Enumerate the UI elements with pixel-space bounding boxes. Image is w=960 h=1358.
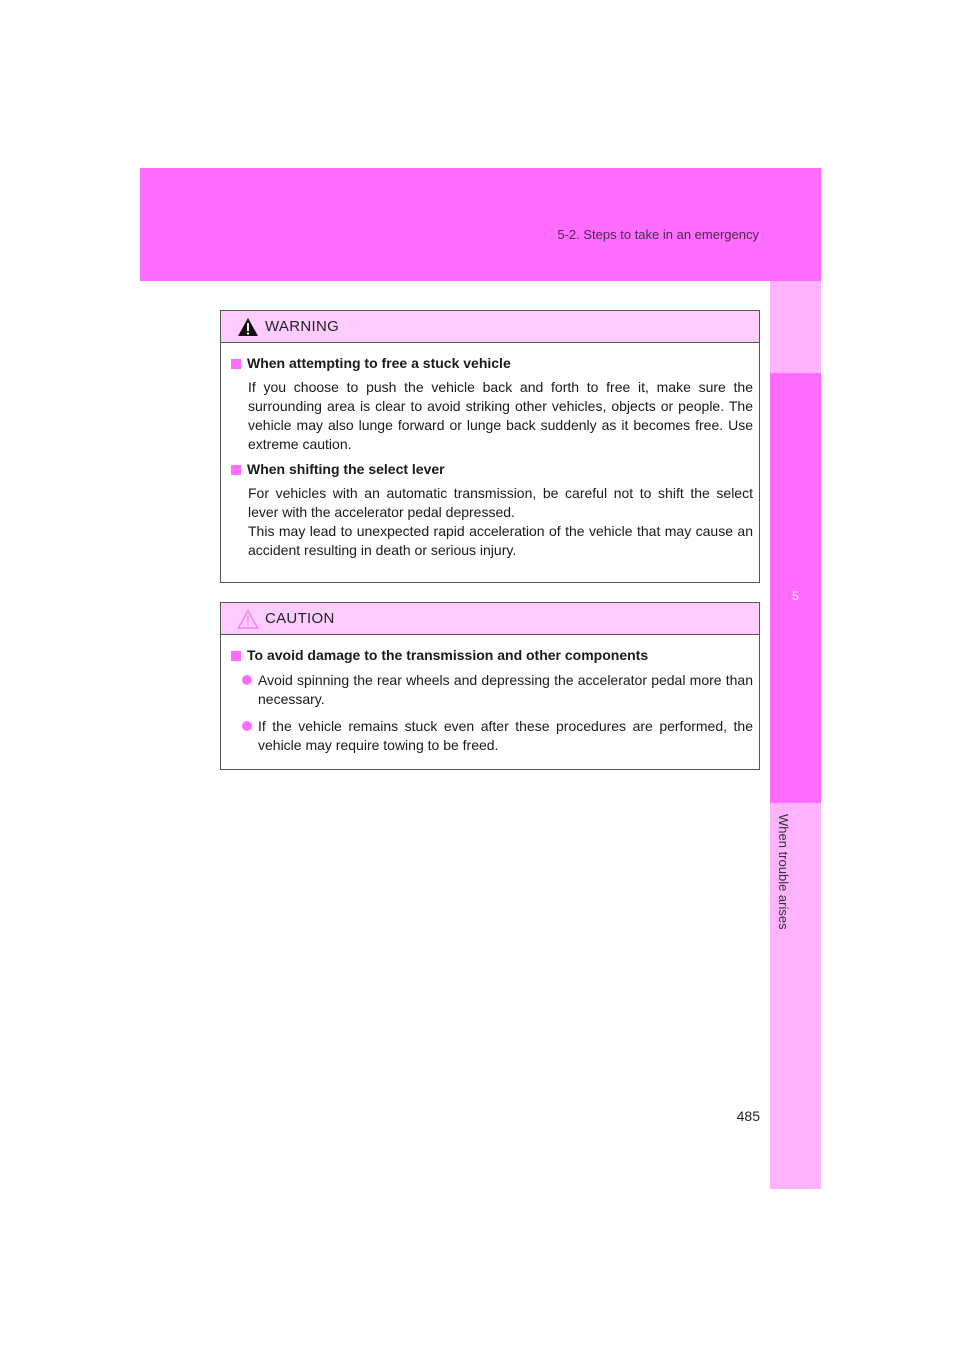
warning-title: WARNING [265, 318, 340, 335]
round-bullet-icon [242, 675, 252, 685]
chapter-side-tab [770, 281, 821, 1189]
warning-triangle-icon [237, 317, 259, 337]
caution-box [220, 602, 760, 770]
warning-header [221, 311, 759, 343]
warning-heading-2: When shifting the select lever [231, 460, 753, 479]
list-item: If the vehicle remains stuck even after these procedures are performed, the vehicle may require towing to be freed. [242, 717, 753, 755]
page-number: 485 [736, 1108, 760, 1124]
caution-heading: To avoid damage to the transmission and other components [231, 646, 753, 665]
caution-triangle-icon [237, 609, 259, 629]
caution-title: CAUTION [265, 610, 335, 627]
square-bullet-icon [231, 359, 241, 369]
caution-body [221, 635, 759, 755]
square-bullet-icon [231, 651, 241, 661]
chapter-label: When trouble arises [776, 814, 791, 930]
chapter-number-block [770, 373, 821, 803]
warning-heading-1: When attempting to free a stuck vehicle [231, 354, 753, 373]
round-bullet-icon [242, 721, 252, 731]
warning-text-1: If you choose to push the vehicle back and forth to free it, make sure the surrounding area is clear to avoid striking other vehicles, objects or people. The vehicle may also lunge forward or lunge back suddenly as it becomes free. Use extreme caution. [248, 379, 753, 452]
square-bullet-icon [231, 465, 241, 475]
warning-text-2: For vehicles with an automatic transmission, be careful not to shift the select lever with the accelerator pedal depressed. [248, 485, 753, 520]
warning-body [221, 343, 759, 560]
caution-header [221, 603, 759, 635]
list-item: Avoid spinning the rear wheels and depressing the accelerator pedal more than necessary. [242, 671, 753, 709]
warning-box [220, 310, 760, 583]
section-title: 5-2. Steps to take in an emergency [557, 227, 759, 242]
warning-text-3: This may lead to unexpected rapid acceleration of the vehicle that may cause an accident resulting in death or serious injury. [248, 523, 753, 558]
header-band [140, 168, 821, 281]
chapter-number: 5 [792, 589, 799, 603]
